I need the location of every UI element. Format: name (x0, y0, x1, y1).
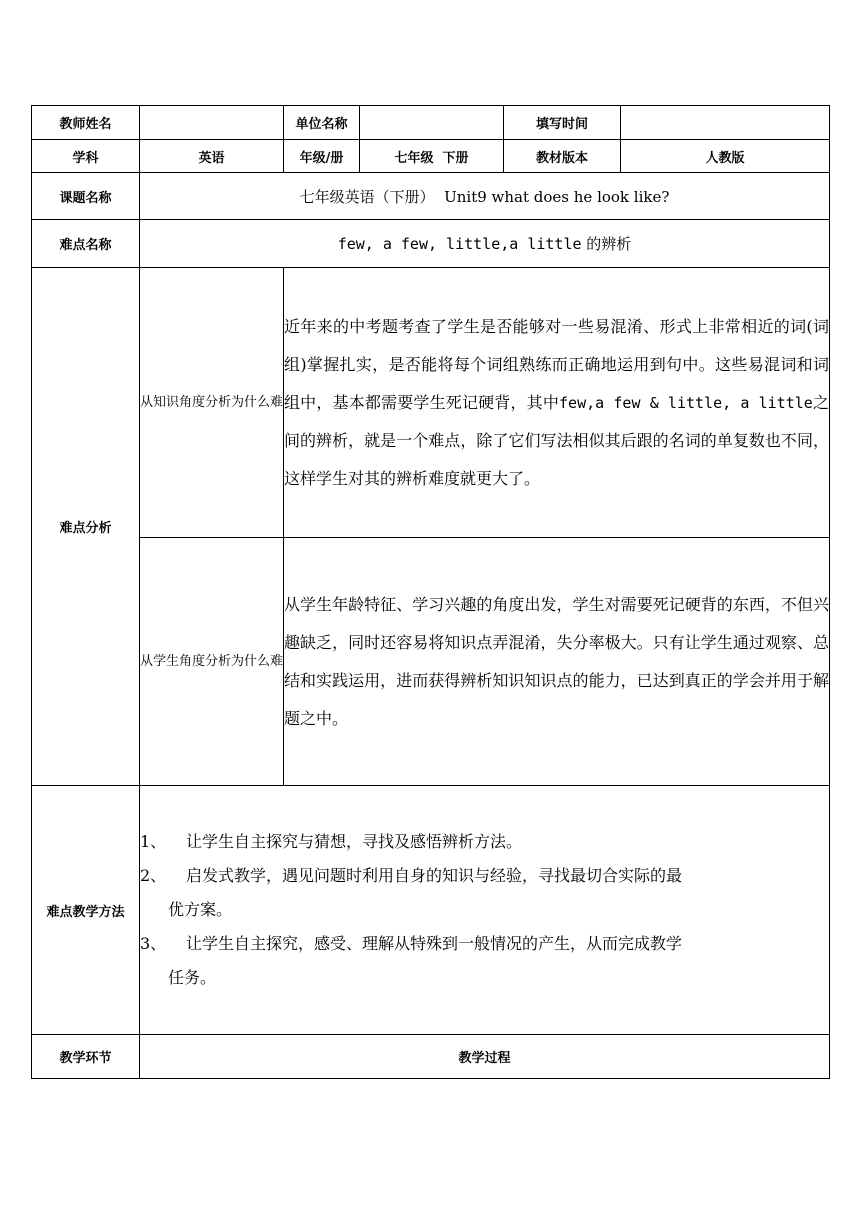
knowledge-text-part1: 近年来的中考题考查了学生是否能够对一些易混淆、形式上非常相近的词(词组)掌握扎实，是否能将每个词组熟练而正确地运用到句中。这些易混词和词组中，基本都需要学生死记硬背，其中 (284, 316, 829, 412)
subject-label: 学科 (32, 140, 140, 173)
unit-name-value (360, 106, 504, 140)
table-row (32, 220, 830, 268)
table-row (32, 268, 830, 538)
student-angle-text: 从学生年龄特征、学习兴趣的角度出发，学生对需要死记硬背的东西，不但兴趣缺乏，同时还容易将知识点弄混淆，失分率极大。只有让学生通过观察、总结和实践运用，进而获得辨析知识知识点的能力，已达到真正的学会并用于解题之中。 (284, 538, 830, 786)
method-item (140, 927, 829, 995)
method-text-line: 让学生自主探究与猜想，寻找及感悟辨析方法。 (186, 832, 523, 851)
subject-value: 英语 (140, 140, 284, 173)
fill-date-label: 填写时间 (504, 106, 621, 140)
topic-label: 课题名称 (32, 173, 140, 220)
teacher-name-value (140, 106, 284, 140)
methods-list (140, 786, 830, 1035)
method-item (140, 825, 829, 859)
knowledge-text-part2: 之间的辨析，就是一个难点，除了它们写法相似其后跟的名词的单复数也不同，这样学生对其的辨析难度就更大了。 (284, 392, 829, 488)
topic-value: 七年级英语（下册） Unit9 what does he look like? (140, 173, 830, 220)
method-text-continuation: 优方案。 (168, 900, 233, 919)
table-row (32, 173, 830, 220)
unit-name-label: 单位名称 (284, 106, 360, 140)
method-text (168, 859, 829, 927)
method-text-line: 启发式教学，遇见问题时利用自身的知识与经验，寻找最切合实际的最 (186, 866, 683, 885)
method-text (168, 927, 829, 995)
difficulty-value-cn: 的辨析 (581, 235, 632, 253)
analysis-label: 难点分析 (32, 268, 140, 786)
method-text-line: 让学生自主探究，感受、理解从特殊到一般情况的产生，从而完成教学 (186, 934, 683, 953)
table-row (32, 106, 830, 140)
student-angle-label: 从学生角度分析为什么难 (140, 538, 284, 786)
knowledge-angle-text (284, 268, 830, 538)
difficulty-label: 难点名称 (32, 220, 140, 268)
teaching-process-label: 教学过程 (140, 1035, 830, 1079)
grade-label: 年级/册 (284, 140, 360, 173)
edition-label: 教材版本 (504, 140, 621, 173)
method-number: 1、 (140, 832, 167, 851)
difficulty-value (140, 220, 830, 268)
table-row (32, 786, 830, 1035)
lesson-plan-table (31, 105, 830, 1079)
grade-value: 七年级 下册 (360, 140, 504, 173)
difficulty-value-en: few, a few, little,a little (337, 235, 582, 253)
edition-value: 人教版 (621, 140, 830, 173)
teacher-name-label: 教师姓名 (32, 106, 140, 140)
method-item (140, 859, 829, 927)
table-row (32, 538, 830, 786)
knowledge-text-en: few,a few & little, a little (559, 393, 813, 412)
method-number: 2、 (140, 866, 167, 885)
teaching-stage-label: 教学环节 (32, 1035, 140, 1079)
method-number: 3、 (140, 934, 167, 953)
methods-label: 难点教学方法 (32, 786, 140, 1035)
method-text (186, 825, 829, 859)
knowledge-angle-label: 从知识角度分析为什么难 (140, 268, 284, 538)
table-row (32, 1035, 830, 1079)
fill-date-value (621, 106, 830, 140)
method-text-continuation: 任务。 (168, 968, 217, 987)
table-row (32, 140, 830, 173)
